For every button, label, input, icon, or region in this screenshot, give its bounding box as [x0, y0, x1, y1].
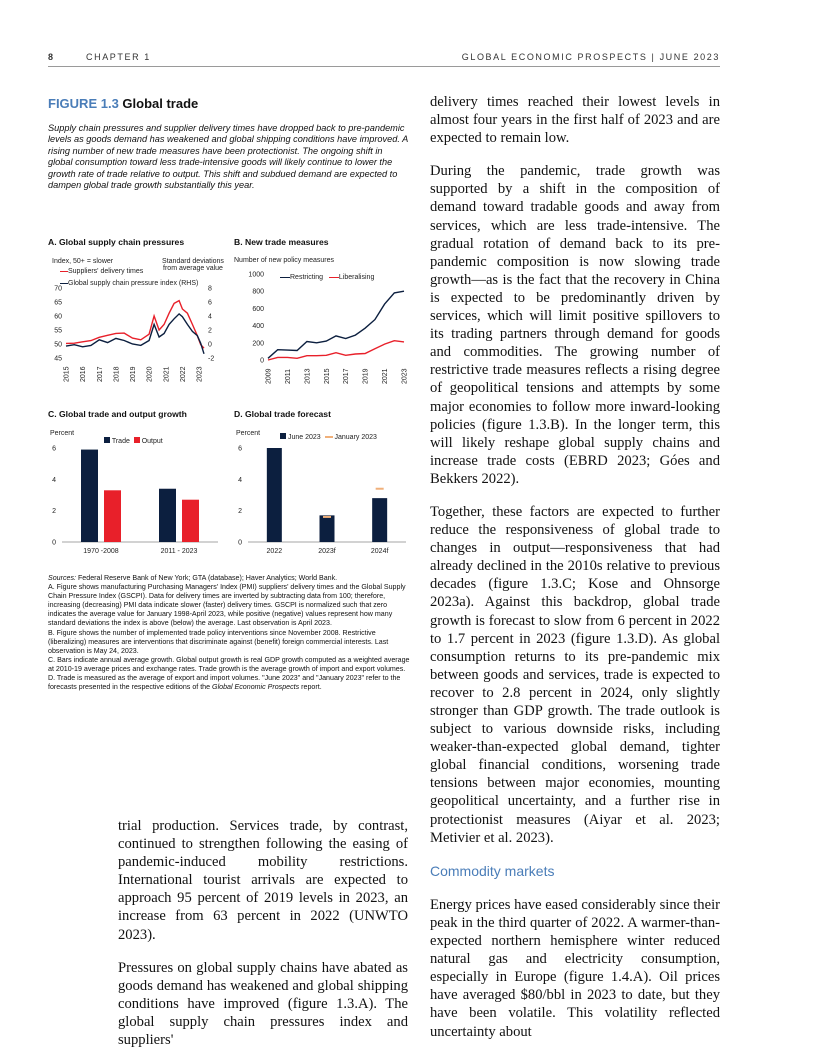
panel-d-axis-note: Percent	[236, 430, 261, 437]
panel-a-rhs-note	[154, 258, 232, 272]
panel-b-xtick: 2023	[401, 368, 409, 384]
header-rule	[48, 66, 720, 67]
panel-d-title: D. Global trade forecast	[234, 409, 331, 419]
panel-c-bar-trade	[81, 450, 98, 542]
panel-a-xtick: 2021	[163, 366, 171, 382]
panel-a-xtick: 2019	[130, 366, 138, 382]
figure-notes	[48, 574, 410, 692]
panel-a-ytick-right: -2	[208, 355, 215, 363]
panel-b-line-restricting	[268, 291, 404, 358]
panel-a-legend-1: Suppliers' delivery times	[60, 268, 143, 275]
figure-name: Global trade	[122, 96, 199, 111]
legend-swatch-january	[325, 436, 333, 438]
panel-c-ytick: 6	[52, 445, 56, 453]
panel-a-ytick-left: 70	[54, 285, 62, 293]
panel-a-ytick-right: 2	[208, 327, 212, 335]
panel-a-xtick: 2015	[63, 366, 71, 382]
panel-a-legend-2: Global supply chain pressure index (RHS)	[60, 280, 198, 287]
panel-a-xtick: 2016	[80, 366, 88, 382]
panel-c-ytick: 2	[52, 508, 56, 516]
panel-b-xtick: 2015	[323, 368, 331, 384]
panel-c-axis-note: Percent	[50, 430, 75, 437]
chapter-label: CHAPTER 1	[86, 52, 151, 62]
panel-d-legend: June 2023 January 2023	[280, 433, 377, 441]
panel-d-ytick: 0	[238, 539, 242, 547]
panel-a-ytick-right: 4	[208, 313, 212, 321]
left-paragraph-1: trial production. Services trade, by contrast, continued to strengthen following the easing of pandemic-induced mobility restrictions. International tourist arrivals are expected to approach 95 percent of 2019 levels in 2023, an increase from 63 percent in 2022 (UNWTO 2023).	[118, 818, 408, 943]
panel-a-rhs-note-1: Standard deviations	[162, 258, 224, 265]
panel-a-rhs-note-2: from average value	[163, 265, 223, 272]
panel-d-xtick: 2023f	[318, 548, 336, 555]
panel-b-xtick: 2009	[265, 368, 273, 384]
panel-b-xtick: 2013	[304, 368, 312, 384]
right-paragraph-3: Together, these factors are expected to further reduce the responsiveness of global trade to changes in output—responsiveness that had already declined in the 2010s relative to previous decades (figure 1.3.C; Kose and Ohnsorge 2023a). Against this backdrop, global trade growth is forecast to slow from 6 percent in 2022 to 1.7 percent in 2023 (figure 1.3.D). As global consumption returns to its pre-pandemic mix between goods and services, trade is expected to recover to 2.8 percent in 2024, only slightly stronger than GDP growth. The trade outlook is subject to various downside risks, including weaker-than-expected global demand, tighter global financial conditions, worsening trade tensions between major economies, mounting geopolitical uncertainty, and a further rise in protectionist measures (Aiyar et al. 2023; Metivier et al. 2023).	[430, 503, 720, 846]
panel-b-ytick: 600	[252, 305, 264, 313]
panel-c-bar-output	[182, 500, 199, 542]
panel-a-ytick-left: 45	[54, 355, 62, 363]
panel-c-ytick: 4	[52, 476, 56, 484]
panel-a-ytick-left: 60	[54, 313, 62, 321]
panel-a-xtick: 2020	[146, 366, 154, 382]
section-heading: Commodity markets	[430, 862, 555, 879]
panel-d-chart	[234, 440, 414, 558]
right-paragraph-4: Energy prices have eased considerably since their peak in the third quarter of 2022. A warmer-than-expected northern hemisphere winter reduced natural gas and electricity consumption, especially in Europe (figure 1.4.A). Oil prices have averaged $80/bbl in 2023 to date, but they have been volatile. This volatility reflected uncertainty about	[430, 896, 720, 1040]
panel-b-ytick: 400	[252, 323, 264, 331]
legend-swatch-red	[60, 271, 68, 272]
figure-number: FIGURE 1.3	[48, 96, 119, 111]
panel-c-legend: Trade Output	[104, 437, 163, 445]
panel-b-ytick: 200	[252, 340, 264, 348]
panel-a-chart	[48, 282, 224, 388]
panel-c-bar-output	[104, 490, 121, 542]
panel-b-xtick: 2017	[343, 368, 351, 384]
panel-a-xtick: 2017	[96, 366, 104, 382]
panel-a-xtick: 2023	[196, 366, 204, 382]
panel-c-title: C. Global trade and output growth	[48, 409, 187, 419]
figure-description: Supply chain pressures and supplier delivery times have dropped back to pre-pandemic levels as goods demand has weakened and global shipping conditions have improved. A rising number of new trade measures have been protectionist. The ongoing shift in global consumption toward less trade-intensive goods will likely continue to lower the growth rate of trade relative to output. This shift and subdued demand are expected to dampen global trade growth substantially this year.	[48, 123, 408, 191]
panel-d-bar-june-2023	[267, 448, 282, 542]
panel-c-chart	[48, 440, 224, 558]
panel-a-axis-note: Index, 50+ = slower	[52, 258, 114, 265]
panel-d-xtick: 2024f	[370, 548, 389, 555]
figure-title	[48, 96, 198, 111]
notes-sources: Sources: Federal Reserve Bank of New York; GTA (database); Haver Analytics; World Bank.	[48, 574, 338, 582]
panel-b-xtick: 2019	[362, 368, 370, 384]
panel-a-ytick-right: 6	[208, 299, 212, 307]
notes-a: A. Figure shows manufacturing Purchasing Managers' Index (PMI) suppliers' delivery times and the Global Supply Chain Pressure Index (GSCPI). Data for delivery times are inverted by subtracting data from 100; therefore, increasing (decreasing) PMI data indicate slower (faster) delivery times. GSCPI is normalized such that zero indicates the average value for January 1998-April 2023, while positive (negative) values represent how many standard deviations the index is above (below) the average. Last observation is April 2023.	[48, 583, 406, 628]
panel-b-xtick: 2011	[284, 368, 292, 384]
panel-d-xtick: 2022	[266, 548, 283, 555]
panel-a-title: A. Global supply chain pressures	[48, 237, 185, 247]
panel-d-ytick: 2	[238, 508, 242, 516]
panel-b-axis-note: Number of new policy measures	[234, 257, 334, 264]
panel-b-xtick: 2021	[382, 368, 390, 384]
panel-b-ytick: 0	[260, 357, 264, 365]
panel-b-chart	[234, 264, 414, 388]
panel-b-ytick: 800	[252, 288, 264, 296]
notes-d: D. Trade is measured as the average of export and import volumes. "June 2023" and "January 2023" refer to the forecasts presented in the respective editions of the Global Economic Prospects report.	[48, 674, 401, 692]
panel-a-xtick: 2022	[179, 366, 187, 382]
panel-a-ytick-left: 50	[54, 341, 62, 349]
panel-d-ytick: 6	[238, 445, 242, 453]
right-paragraph-2: During the pandemic, trade growth was supported by a shift in the composition of demand toward tradable goods and away from services, which are less trade-intensive. The gradual rotation of demand back to its pre-pandemic composition is now slowing trade growth—as is the fact that the recovery in China is expected to be predominantly driven by services, which will limit positive spillovers to its trading partners through demand for goods and commodities. The growing number of restrictive trade measures reflects a rising degree of geopolitical tensions and attempts by some major economies to follow more inward-looking policies (figure 1.3.B). In the longer term, this will likely reshape global supply chains and increase trade costs (EBRD 2023; Góes and Bekkers 2022).	[430, 163, 720, 487]
panel-a-ytick-left: 65	[54, 299, 62, 307]
notes-b: B. Figure shows the number of implemented trade policy interventions since November 2008. Restrictive (liberalizing) measures are interventions that discriminate against (benefit) foreign commercial interests. Last observation is May 24, 2023.	[48, 628, 389, 655]
right-paragraph-1: delivery times reached their lowest levels in almost four years in the first half of 2023 and are expected to remain low.	[430, 94, 720, 147]
panel-b-title: B. New trade measures	[234, 237, 329, 247]
panel-b-ytick: 1000	[248, 271, 264, 279]
panel-a-xtick: 2018	[113, 366, 121, 382]
panel-d-bar-june-2023	[372, 498, 387, 542]
panel-a-ytick-left: 55	[54, 327, 62, 335]
page-number: 8	[48, 52, 55, 62]
panel-d-bar-june-2023	[320, 515, 335, 542]
panel-a-line-delivery-times	[66, 301, 204, 349]
panel-c-xtick: 1970 -2008	[83, 548, 119, 555]
notes-c: C. Bars indicate annual average growth. Global output growth is real GDP growth computed as a weighted average at 2010-19 average prices and exchange rates. Trade growth is the average growth of import and export volumes.	[48, 655, 410, 673]
panel-c-ytick: 0	[52, 539, 56, 547]
panel-d-ytick: 4	[238, 476, 242, 484]
left-paragraph-2: Pressures on global supply chains have abated as goods demand has weakened and global shipping conditions have improved (figure 1.3.A). The global supply chain pressures index and suppliers'	[118, 959, 408, 1049]
panel-b-legend: Restricting Liberalising	[280, 274, 374, 281]
panel-c-bar-trade	[159, 489, 176, 542]
panel-a-ytick-right: 0	[208, 341, 212, 349]
right-body-text	[430, 93, 720, 1056]
legend-swatch-june	[280, 433, 286, 439]
panel-a-ytick-right: 8	[208, 285, 212, 293]
panel-c-xtick: 2011 - 2023	[160, 548, 198, 555]
left-body-text	[118, 817, 408, 1064]
panel-a-line-gscpi	[66, 314, 204, 354]
publication-label: GLOBAL ECONOMIC PROSPECTS | JUNE 2023	[461, 52, 720, 62]
